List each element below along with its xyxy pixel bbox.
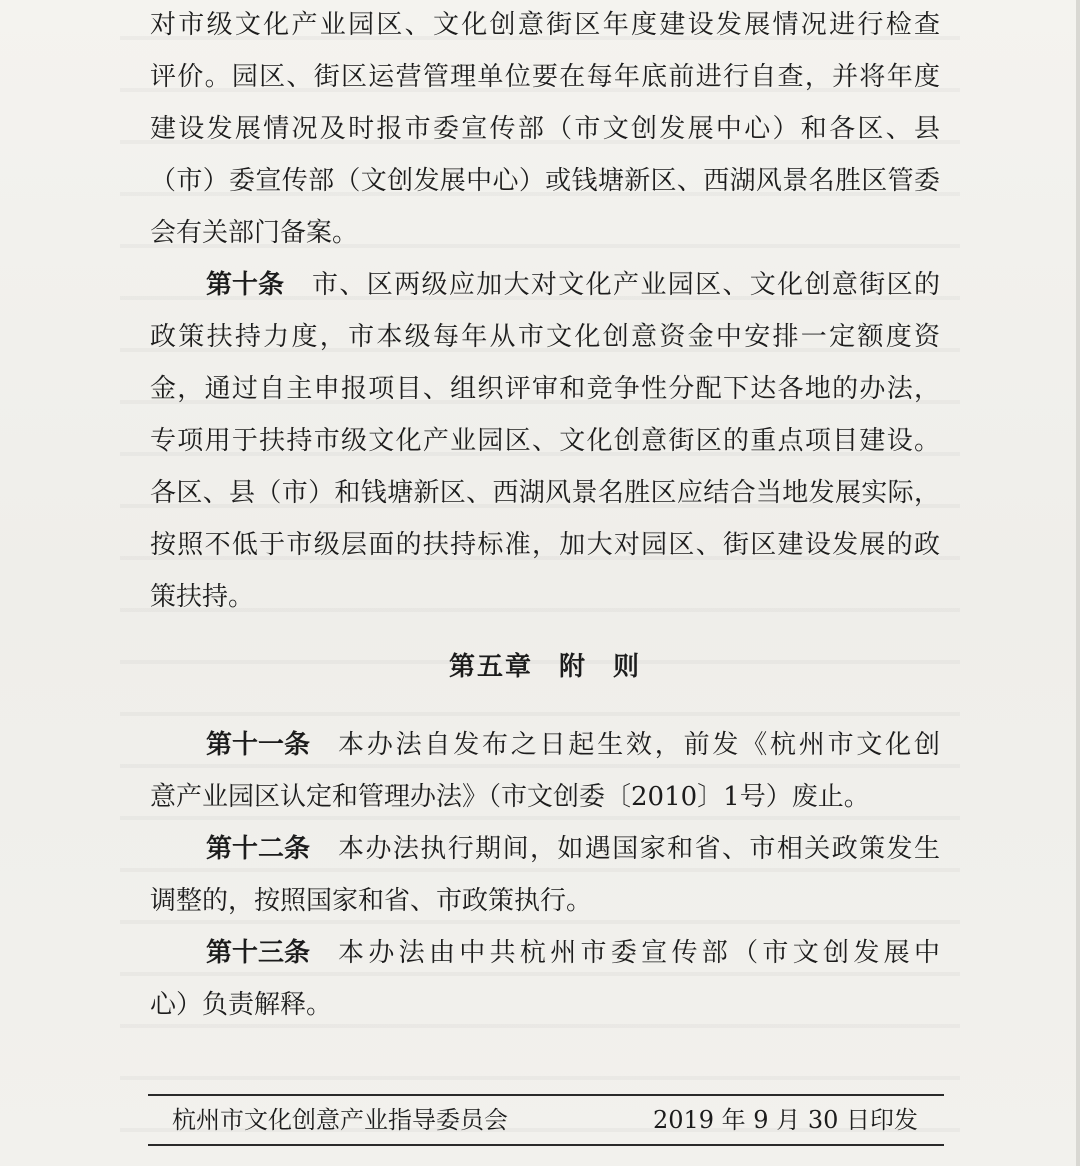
article-10-line-4: 专项用于扶持市级文化产业园区、文化创意街区的重点项目建设。 [150, 426, 940, 456]
article-10-line-1 [206, 265, 940, 305]
p1-line-3: 建设发展情况及时报市委宣传部（市文创发展中心）和各区、县 [150, 114, 940, 144]
p1-line-2: 评价。园区、街区运营管理单位要在每年底前进行自查，并将年度 [150, 62, 940, 92]
article-11-text-1: 本办法自发布之日起生效，前发《杭州市文化创 [338, 730, 940, 760]
article-10-line-5: 各区、县（市）和钱塘新区、西湖风景名胜区应结合当地发展实际， [150, 478, 940, 508]
footer-bottom-rule [148, 1144, 944, 1146]
article-10-line-3: 金，通过自主申报项目、组织评审和竞争性分配下达各地的办法， [150, 374, 940, 404]
chapter-heading-part-1: 第五章 [448, 652, 533, 682]
p1-line-1: 对市级文化产业园区、文化创意街区年度建设发展情况进行检查 [150, 10, 940, 40]
article-11-line-1 [206, 725, 940, 765]
article-13-label: 第十三条 [206, 938, 311, 968]
footer-top-rule [148, 1094, 944, 1096]
chapter-heading-part-3: 则 [613, 652, 642, 682]
article-12-text-1: 本办法执行期间，如遇国家和省、市相关政策发生 [338, 834, 940, 864]
p1-line-5: 会有关部门备案。 [150, 218, 359, 248]
article-13-line-1 [206, 933, 940, 973]
article-10-line-2: 政策扶持力度，市本级每年从市文化创意资金中安排一定额度资 [150, 322, 940, 352]
footer-date: 2019 年 9 月 30 日印发 [652, 1106, 918, 1134]
article-10-label: 第十条 [206, 270, 285, 300]
footer [172, 1100, 918, 1140]
article-10-text-1: 市、区两级应加大对文化产业园区、文化创意街区的 [312, 270, 940, 300]
article-10-line-7: 策扶持。 [150, 582, 255, 612]
page-edge [1076, 0, 1080, 1166]
chapter-heading-part-2: 附 [558, 652, 587, 682]
article-11-label: 第十一条 [206, 730, 311, 760]
article-13-text-1: 本办法由中共杭州市委宣传部（市文创发展中 [338, 938, 940, 968]
chapter-heading [150, 647, 940, 687]
article-11-line-2: 意产业园区认定和管理办法》（市文创委〔2010〕1号）废止。 [150, 782, 870, 812]
footer-issuer: 杭州市文化创意产业指导委员会 [172, 1106, 508, 1134]
article-12-label: 第十二条 [206, 834, 311, 864]
article-12-line-1 [206, 829, 940, 869]
article-10-line-6: 按照不低于市级层面的扶持标准，加大对园区、街区建设发展的政 [150, 530, 940, 560]
p1-line-4: （市）委宣传部（文创发展中心）或钱塘新区、西湖风景名胜区管委 [150, 166, 940, 196]
article-13-line-2: 心）负责解释。 [150, 990, 333, 1020]
article-12-line-2: 调整的，按照国家和省、市政策执行。 [150, 886, 593, 916]
